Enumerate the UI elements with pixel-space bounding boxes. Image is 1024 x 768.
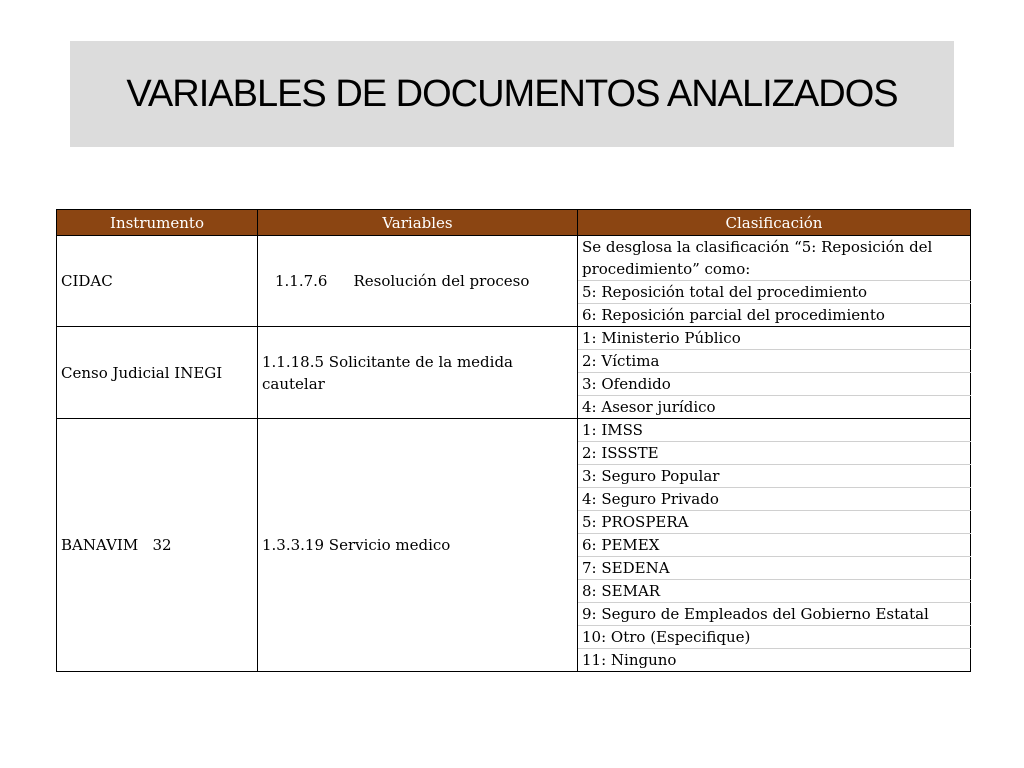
clasificacion-cell: Se desglosa la clasificación “5: Reposición del procedimiento” como: [578, 236, 971, 281]
clasificacion-cell: 11: Ninguno [578, 649, 971, 672]
clasificacion-cell: 7: SEDENA [578, 557, 971, 580]
clasificacion-cell: 2: Víctima [578, 350, 971, 373]
variable-cell [258, 236, 578, 327]
header-clasificacion: Clasificación [578, 210, 971, 236]
clasificacion-cell: 4: Asesor jurídico [578, 396, 971, 419]
clasificacion-cell: 3: Seguro Popular [578, 465, 971, 488]
clasificacion-cell: 6: PEMEX [578, 534, 971, 557]
header-variables: Variables [258, 210, 578, 236]
variable-cell: 1.1.18.5 Solicitante de la medida cautelar [258, 327, 578, 419]
title-box [70, 41, 954, 147]
clasificacion-cell: 5: PROSPERA [578, 511, 971, 534]
instrumento-cell: CIDAC [57, 236, 258, 327]
variable-label: Resolución del proceso [353, 272, 530, 290]
slide-title: VARIABLES DE DOCUMENTOS ANALIZADOS [126, 72, 898, 115]
clasificacion-cell: 1: IMSS [578, 419, 971, 442]
variable-cell: 1.3.3.19 Servicio medico [258, 419, 578, 672]
table-row [57, 419, 971, 442]
clasificacion-cell: 10: Otro (Especifique) [578, 626, 971, 649]
variable-code: 1.1.7.6 [275, 272, 328, 290]
variables-table [56, 209, 971, 672]
table-row [57, 236, 971, 281]
header-row [57, 210, 971, 236]
instrumento-cell: Censo Judicial INEGI [57, 327, 258, 419]
header-instrumento: Instrumento [57, 210, 258, 236]
clasificacion-cell: 5: Reposición total del procedimiento [578, 281, 971, 304]
instrumento-cell: BANAVIM 32 [57, 419, 258, 672]
clasificacion-cell: 3: Ofendido [578, 373, 971, 396]
table-row [57, 327, 971, 350]
clasificacion-cell: 1: Ministerio Público [578, 327, 971, 350]
clasificacion-cell: 4: Seguro Privado [578, 488, 971, 511]
clasificacion-cell: 9: Seguro de Empleados del Gobierno Estatal [578, 603, 971, 626]
clasificacion-cell: 8: SEMAR [578, 580, 971, 603]
clasificacion-cell: 6: Reposición parcial del procedimiento [578, 304, 971, 327]
clasificacion-cell: 2: ISSSTE [578, 442, 971, 465]
